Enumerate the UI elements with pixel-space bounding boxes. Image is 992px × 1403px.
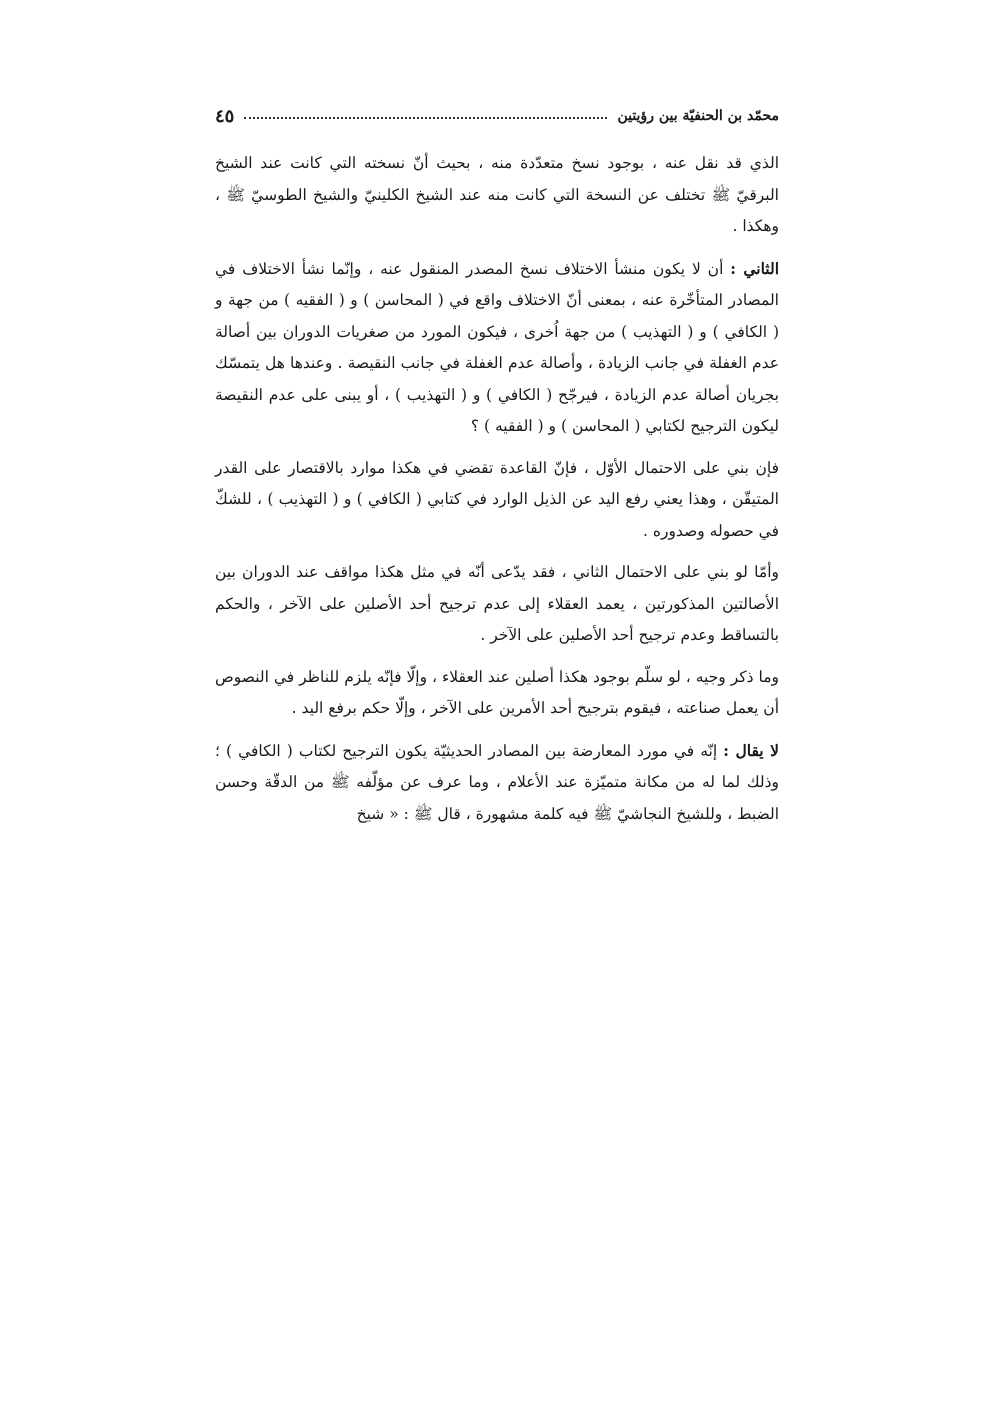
body-text [215, 148, 779, 830]
paragraph-text: فإن بني على الاحتمال الأوّل ، فإنّ القاعدة تقضي في هكذا موارد بالاقتصار على القدر المتيقّن ، وهذا يعني رفع اليد عن الذيل الوارد في كتابي ( الكافي ) و ( التهذيب ) ، للشكّ في حصوله وصدوره . [215, 458, 779, 540]
page-number: ٤٥ [215, 105, 235, 127]
dot-leader [244, 117, 607, 119]
paragraph [215, 148, 779, 243]
paragraph [215, 557, 779, 652]
paragraph [215, 253, 779, 443]
paragraph-text: الذي قد نقل عنه ، بوجود نسخ متعدّدة منه ، بحيث أنّ نسخته التي كانت عند الشيخ البرقيّ ﷺ تختلف عن النسخة التي كانت منه عند الشيخ الكلينيّ والشيخ الطوسيّ ﷺ ، وهكذا . [215, 154, 779, 235]
paragraph-text: وأمّا لو بني على الاحتمال الثاني ، فقد يدّعى أنّه في مثل هكذا مواقف عند الدوران بين الأصالتين المذكورتين ، يعمد العقلاء إلى عدم ترجيح أحد الأصلين على الآخر ، والحكم بالتساقط وعدم ترجيح أحد الأصلين على الآخر . [215, 563, 779, 644]
paragraph-lead: لا يقال : [723, 740, 779, 760]
paragraph-lead: الثاني : [730, 258, 779, 278]
running-title: محمّد بن الحنفيّة بين رؤيتين [617, 108, 779, 124]
paragraph-text: وما ذكر وجيه ، لو سلّم بوجود هكذا أصلين عند العقلاء ، وإلّا فإنّه يلزم للناظر في النصوص أن يعمل صناعته ، فيقوم بترجيح أحد الأمرين على الآخر ، وإلّا حكم برفع اليد . [215, 667, 779, 717]
paragraph [215, 453, 779, 548]
paragraph-text: إنّه في مورد المعارضة بين المصادر الحديثيّة يكون الترجيح لكتاب ( الكافي ) ؛ وذلك لما له من مكانة متميّزة عند الأعلام ، وما عرف عن مؤلّفه ﷺ من الدقّة وحسن الضبط ، وللشيخ النجاشيّ ﷺ فيه كلمة مشهورة ، قال ﷺ : « شيخ [215, 741, 779, 823]
document-page [215, 96, 779, 840]
paragraph-text: أن لا يكون منشأ الاختلاف نسخ المصدر المنقول عنه ، وإنّما نشأ الاختلاف في المصادر المتأخّرة عنه ، بمعنى أنّ الاختلاف واقع في ( المحاسن ) و ( الفقيه ) من جهة و ( الكافي ) و ( التهذيب ) من جهة اُخرى ، فيكون المورد من صغريات الدوران بين أصالة عدم الغفلة في جانب الزيادة ، وأصالة عدم الغفلة في جانب النقيصة . وعندها هل يتمسّك بجريان أصالة عدم الزيادة ، فيرجّح ( الكافي ) و ( التهذيب ) ، أو يبنى على عدم النقيصة ليكون الترجيح لكتابي ( المحاسن ) و ( الفقيه ) ؟ [215, 259, 779, 435]
paragraph [215, 735, 779, 831]
paragraph [215, 662, 779, 725]
running-header [215, 96, 779, 136]
